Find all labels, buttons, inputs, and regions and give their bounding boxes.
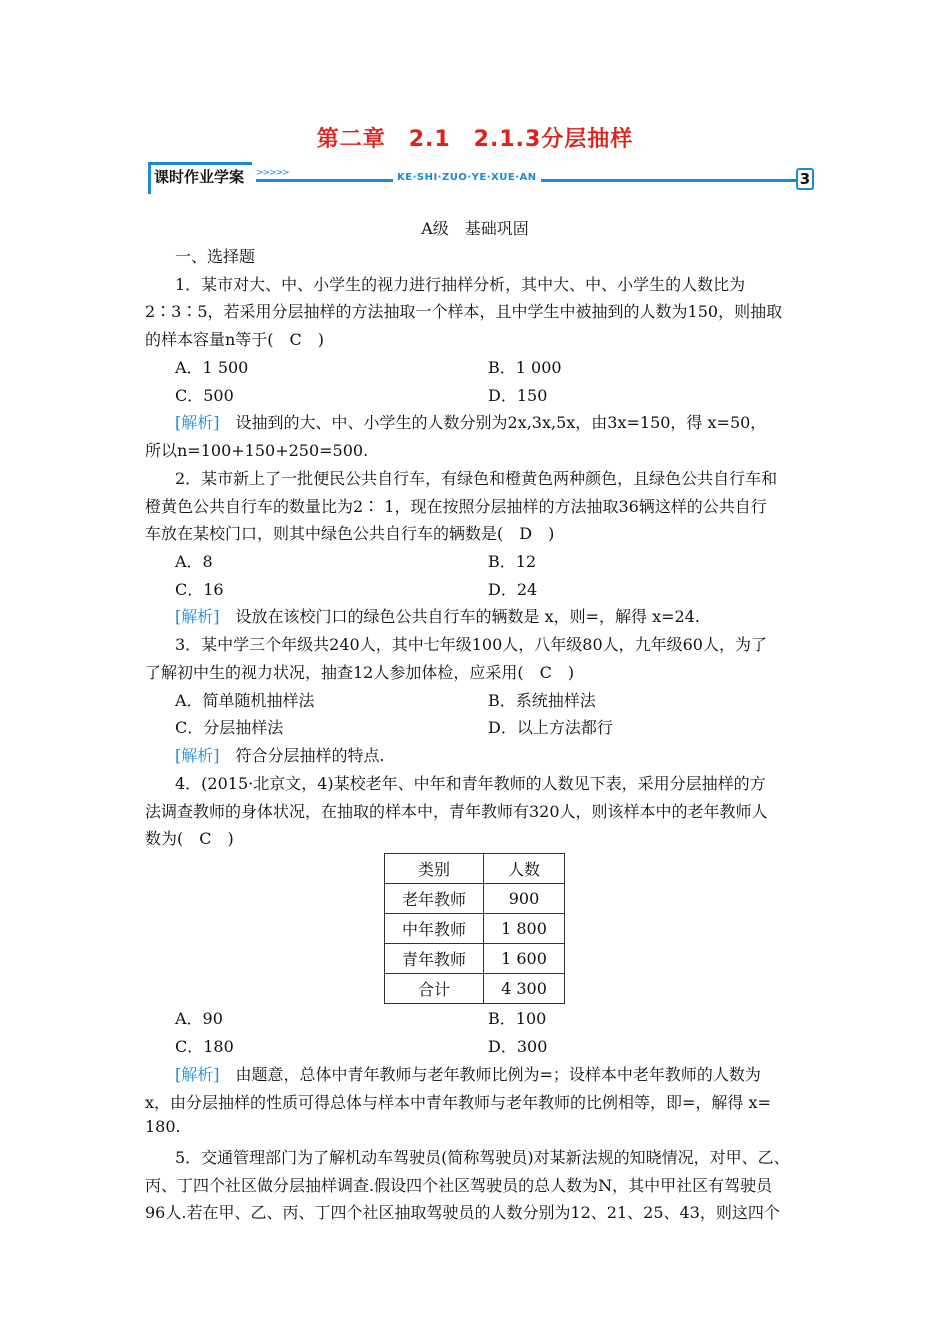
q4-solution-tag: [解析] <box>175 1065 220 1084</box>
table-header-cell: 人数 <box>484 854 565 884</box>
table-cell: 合计 <box>385 974 484 1004</box>
page-title: 第二章 2.1 2.1.3分层抽样 <box>316 127 634 152</box>
table-cell: 1 800 <box>484 914 565 944</box>
q5-line-2: 丙、丁四个社区做分层抽样调查.假设四个社区驾驶员的总人数为N，其中甲社区有驾驶员 <box>145 1176 773 1195</box>
q3-line-2: 了解初中生的视力状况，抽查12人参加体检，应采用( C ) <box>145 663 575 682</box>
homework-banner <box>148 160 814 200</box>
q1-solution-tag: [解析] <box>175 413 220 432</box>
q2-option-b: B．12 <box>488 552 537 571</box>
q3-line-1: 3．某中学三个年级共240人，其中七年级100人，八年级80人，九年级60人，为了 <box>175 635 767 654</box>
q2-option-a: A．8 <box>175 552 213 571</box>
table-row <box>385 944 565 974</box>
table-cell: 4 300 <box>484 974 565 1004</box>
table-cell: 老年教师 <box>385 884 484 914</box>
q3-solution-text: 符合分层抽样的特点. <box>219 746 385 765</box>
q1-line-3: 的样本容量n等于( C ) <box>145 330 325 349</box>
q2-option-d: D．24 <box>488 580 538 599</box>
q3-option-a: A．简单随机抽样法 <box>175 691 315 710</box>
table-row <box>385 884 565 914</box>
q2-solution-line-1 <box>175 604 700 627</box>
table-cell: 青年教师 <box>385 944 484 974</box>
q4-solution-line-1 <box>175 1062 761 1085</box>
q1-solution-line-2: 所以n=100+150+250=500. <box>145 441 369 460</box>
q4-line-2: 法调查教师的身体状况，在抽取的样本中，青年教师有320人，则该样本中的老年教师人 <box>145 802 768 821</box>
q1-line-1: 1．某市对大、中、小学生的视力进行抽样分析，其中大、中、小学生的人数比为 <box>175 275 746 294</box>
table-header-row <box>385 854 565 884</box>
q3-solution-tag: [解析] <box>175 746 220 765</box>
q4-line-3: 数为( C ) <box>145 829 234 848</box>
q4-option-c: C．180 <box>175 1037 234 1056</box>
teacher-table <box>384 853 565 1004</box>
q2-line-3: 车放在某校门口，则其中绿色公共自行车的辆数是( D ) <box>145 524 555 543</box>
level-heading: A级 基础巩固 <box>421 219 529 238</box>
q1-option-d: D．150 <box>488 386 548 405</box>
q5-line-1: 5．交通管理部门为了解机动车驾驶员(简称驾驶员)对某新法规的知晓情况，对甲、乙、 <box>175 1148 790 1167</box>
q4-solution-line-2: x，由分层抽样的性质可得总体与样本中青年教师与老年教师的比例相等，即=，解得 x= <box>145 1093 771 1112</box>
section-heading: 一、选择题 <box>175 247 256 266</box>
table-cell: 中年教师 <box>385 914 484 944</box>
table-header-cell: 类别 <box>385 854 484 884</box>
q1-solution-line-1 <box>175 410 766 433</box>
q3-option-d: D．以上方法都行 <box>488 718 613 737</box>
q4-solution-text: 由题意，总体中青年教师与老年教师比例为=；设样本中老年教师的人数为 <box>219 1065 761 1084</box>
q4-option-d: D．300 <box>488 1037 548 1056</box>
q1-option-b: B．1 000 <box>488 358 562 377</box>
q2-line-1: 2．某市新上了一批便民公共自行车，有绿色和橙黄色两种颜色，且绿色公共自行车和 <box>175 469 778 488</box>
q4-line-1: 4．(2015·北京文，4)某校老年、中年和青年教师的人数见下表，采用分层抽样的方 <box>175 774 766 793</box>
q5-line-3: 96人.若在甲、乙、丙、丁四个社区抽取驾驶员的人数分别为12、21、25、43，则这四个 <box>145 1203 780 1222</box>
banner-pinyin: KE·SHI·ZUO·YE·XUE·AN <box>393 172 541 183</box>
q4-option-b: B．100 <box>488 1009 547 1028</box>
table-row <box>385 914 565 944</box>
banner-number: 3 <box>796 168 814 190</box>
q1-line-2: 2∶3∶5，若采用分层抽样的方法抽取一个样本，且中学生中被抽到的人数为150，则抽取 <box>145 302 783 321</box>
q4-option-a: A．90 <box>175 1009 223 1028</box>
q2-solution-tag: [解析] <box>175 607 220 626</box>
banner-arrows-icon: >>>>> <box>256 168 289 178</box>
q4-solution-line-3: 180. <box>145 1117 181 1136</box>
q3-option-c: C．分层抽样法 <box>175 718 284 737</box>
table-cell: 1 600 <box>484 944 565 974</box>
q3-solution-line-1 <box>175 743 385 766</box>
banner-label: 课时作业学案 <box>154 168 245 186</box>
q3-option-b: B．系统抽样法 <box>488 691 596 710</box>
table-row <box>385 974 565 1004</box>
q2-option-c: C．16 <box>175 580 224 599</box>
q1-solution-text: 设抽到的大、中、小学生的人数分别为2x,3x,5x，由3x=150，得 x=50， <box>219 413 767 432</box>
table-cell: 900 <box>484 884 565 914</box>
q1-option-a: A．1 500 <box>175 358 249 377</box>
q1-option-c: C．500 <box>175 386 234 405</box>
q2-line-2: 橙黄色公共自行车的数量比为2∶ 1，现在按照分层抽样的方法抽取36辆这样的公共自行 <box>145 497 767 516</box>
q2-solution-text: 设放在该校门口的绿色公共自行车的辆数是 x，则=，解得 x=24. <box>219 607 700 626</box>
